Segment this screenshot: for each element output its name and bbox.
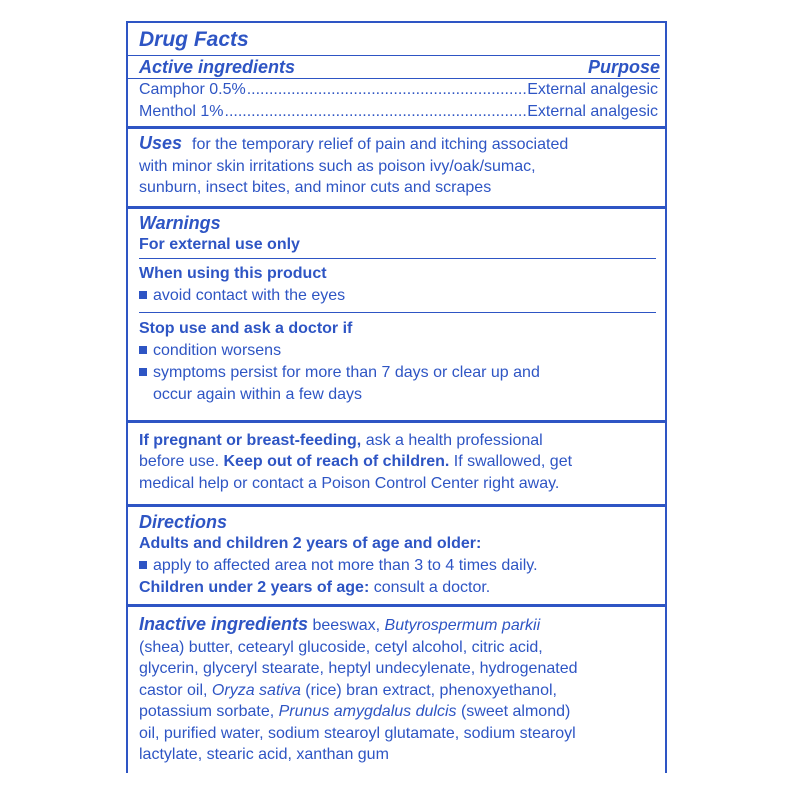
stop-use-item-continued: occur again within a few days — [153, 385, 362, 403]
inactive-line: potassium sorbate, Prunus amygdalus dulcis (sweet almond) — [139, 703, 571, 720]
inactive-line: oil, purified water, sodium stearoyl glutamate, sodium stearoyl — [139, 724, 576, 742]
drug-facts-panel — [126, 21, 667, 773]
stop-use-section — [128, 313, 665, 423]
ingredient-name: Camphor 0.5% — [139, 81, 246, 98]
uses-text: for the temporary relief of pain and itching associated — [192, 136, 569, 153]
inactive-line: (shea) butter, cetearyl glucoside, cetyl alcohol, citric acid, — [139, 638, 543, 656]
bullet-icon — [139, 368, 147, 376]
warnings-heading: Warnings — [139, 212, 221, 233]
bullet-icon — [139, 346, 147, 354]
warnings-header-section — [139, 209, 656, 259]
page-title: Drug Facts — [139, 28, 249, 51]
directions-apply: apply to affected area not more than 3 to 4 times daily. — [139, 555, 658, 577]
stop-use-item: symptoms persist for more than 7 days or clear up and — [139, 362, 658, 384]
inactive-heading: Inactive ingredients — [139, 614, 309, 634]
directions-heading: Directions — [139, 512, 228, 532]
pregnancy-line: before use. Keep out of reach of children. If swallowed, get — [139, 453, 573, 470]
drug-facts-content — [139, 23, 658, 766]
ingredient-row — [139, 79, 658, 101]
active-ingredients-heading: Active ingredients — [139, 57, 296, 77]
ingredient-row — [139, 101, 658, 123]
bullet-icon — [139, 561, 147, 569]
active-ingredients-section — [128, 23, 665, 129]
ingredient-purpose: External analgesic — [527, 103, 658, 120]
inactive-line: glycerin, glyceryl stearate, heptyl undecylenate, hydrogenated — [139, 660, 578, 677]
stop-use-item: condition worsens — [139, 340, 658, 362]
active-ingredients-header — [128, 55, 660, 79]
inactive-line: Inactive ingredients beeswax, Butyrospermum parkii — [139, 614, 541, 634]
directions-section — [128, 507, 665, 607]
leader-dots — [247, 79, 527, 101]
leader-dots — [225, 101, 527, 123]
when-using-heading: When using this product — [139, 264, 327, 282]
ingredient-purpose: External analgesic — [527, 81, 658, 98]
directions-adults: Adults and children 2 years of age and older: — [139, 535, 482, 552]
pregnancy-line: If pregnant or breast-feeding, ask a health professional — [139, 431, 543, 449]
uses-line: with minor skin irritations such as poison ivy/oak/sumac, — [139, 157, 536, 175]
stop-use-heading: Stop use and ask a doctor if — [139, 319, 353, 337]
ingredient-name: Menthol 1% — [139, 103, 224, 120]
directions-children: Children under 2 years of age: consult a doctor. — [139, 579, 491, 596]
pregnancy-section — [128, 423, 665, 508]
purpose-heading: Purpose — [587, 57, 660, 77]
pregnancy-line: medical help or contact a Poison Control Center right away. — [139, 474, 560, 492]
inactive-line: castor oil, Oryza sativa (rice) bran extract, phenoxyethanol, — [139, 681, 557, 699]
uses-heading: Uses — [139, 133, 183, 153]
bullet-icon — [139, 291, 147, 299]
uses-section — [128, 129, 665, 209]
inactive-line: lactylate, stearic acid, xanthan gum — [139, 746, 389, 763]
inactive-ingredients-section — [139, 607, 658, 766]
uses-line: sunburn, insect bites, and minor cuts and scrapes — [139, 179, 492, 196]
external-use-only: For external use only — [139, 235, 300, 253]
when-using-item: avoid contact with the eyes — [139, 285, 656, 307]
when-using-section — [139, 259, 656, 313]
uses-line — [139, 133, 658, 156]
